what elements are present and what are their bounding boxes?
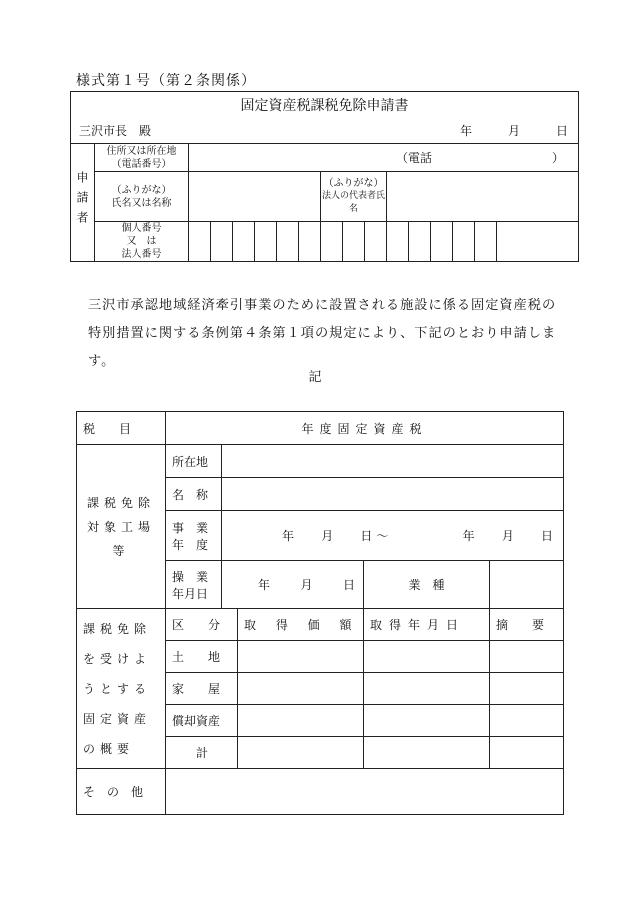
- phone-field: （電話 ）: [396, 151, 565, 165]
- project-start-year: 年: [282, 529, 295, 543]
- rep-field[interactable]: [387, 172, 579, 222]
- date-month-label: 月: [508, 123, 521, 138]
- id-label-1: 個人番号: [121, 223, 162, 234]
- total-value-field[interactable]: [238, 737, 364, 769]
- id-digit[interactable]: [431, 222, 453, 262]
- op-date-field[interactable]: [222, 561, 364, 609]
- asset-header-date: 取得年月日: [364, 609, 490, 641]
- asset-row-depreciable: 償却資産: [166, 705, 238, 737]
- project-label-1: 事 業: [172, 520, 209, 535]
- address-label: 住所又は所在地: [106, 145, 177, 157]
- applicant-section-label: 申請者: [71, 144, 95, 262]
- op-month: 月: [300, 578, 313, 592]
- project-label-2: 年 度: [172, 537, 209, 552]
- project-start-month: 月: [321, 529, 334, 543]
- facility-name-field[interactable]: [222, 478, 564, 511]
- tax-item-label: 税 目: [83, 421, 132, 436]
- document-title: 固定資産税課税免除申請書: [71, 92, 579, 118]
- ki-label: 記: [308, 370, 322, 385]
- asset-row-land: 土 地: [166, 641, 238, 673]
- location-label: 所在地: [166, 445, 222, 478]
- land-notes-field[interactable]: [490, 641, 564, 673]
- total-notes-field[interactable]: [490, 737, 564, 769]
- details-table: [76, 411, 564, 815]
- asset-row-total: 計: [166, 737, 238, 769]
- name-label: 氏名又は名称: [111, 197, 172, 209]
- id-digit[interactable]: [387, 222, 409, 262]
- name-furigana-label: （ふりがな）: [111, 184, 172, 196]
- project-period-field[interactable]: [222, 511, 564, 561]
- form-label: 様式第１号（第２条関係）: [76, 73, 256, 89]
- land-date-field[interactable]: [364, 641, 490, 673]
- op-year: 年: [258, 578, 271, 592]
- industry-field[interactable]: [490, 561, 564, 609]
- industry-label: 業 種: [364, 561, 490, 609]
- asset-header-category: 区 分: [166, 609, 238, 641]
- rep-furigana-label: （ふりがな）: [323, 178, 384, 189]
- location-field[interactable]: [222, 445, 564, 478]
- facility-name-label: 名 称: [166, 478, 222, 511]
- op-label-2: 年月日: [172, 586, 209, 601]
- depreciable-date-field[interactable]: [364, 705, 490, 737]
- other-label: そ の 他: [77, 769, 166, 815]
- phone-label: （電話番号）: [111, 158, 172, 170]
- tax-item-value: 年度固定資産税: [166, 412, 564, 445]
- id-label-3: 法人番号: [121, 249, 162, 260]
- asset-section-label: 課税免除を受けようとする固定資産の概要: [77, 609, 166, 769]
- id-label-2: 又 は: [126, 236, 157, 247]
- rep-label: 法人の代表者氏名: [321, 191, 385, 214]
- id-digit[interactable]: [255, 222, 277, 262]
- addressee: 三沢市長 殿: [79, 123, 152, 138]
- target-section-label: 課税免除対象工場等: [77, 445, 166, 609]
- id-digit[interactable]: [233, 222, 255, 262]
- asset-row-building: 家 屋: [166, 673, 238, 705]
- project-start-day: 日 ～: [360, 529, 389, 543]
- depreciable-value-field[interactable]: [238, 705, 364, 737]
- project-end-month: 月: [501, 529, 514, 543]
- date-day-label: 日: [556, 123, 569, 138]
- id-digit[interactable]: [365, 222, 387, 262]
- building-notes-field[interactable]: [490, 673, 564, 705]
- land-value-field[interactable]: [238, 641, 364, 673]
- op-day: 日: [342, 578, 355, 592]
- id-digit[interactable]: [277, 222, 299, 262]
- total-date-field[interactable]: [364, 737, 490, 769]
- id-digit[interactable]: [299, 222, 321, 262]
- asset-header-value: 取 得 価 額: [238, 609, 364, 641]
- id-digit[interactable]: [475, 222, 497, 262]
- date-year-label: 年: [460, 123, 473, 138]
- project-end-year: 年: [462, 529, 475, 543]
- id-digit[interactable]: [211, 222, 233, 262]
- building-date-field[interactable]: [364, 673, 490, 705]
- applicant-table: [70, 91, 579, 262]
- id-digit[interactable]: [343, 222, 365, 262]
- id-digit[interactable]: [321, 222, 343, 262]
- asset-header-notes: 摘 要: [490, 609, 564, 641]
- id-digit[interactable]: [409, 222, 431, 262]
- address-field[interactable]: [189, 144, 579, 172]
- body-text: 三沢市承認地域経済牽引事業のために設置される施設に係る固定資産税の特別措置に関する条例第４条第１項の規定により、下記のとおり申請します。: [88, 298, 557, 369]
- id-digit[interactable]: [189, 222, 211, 262]
- name-field[interactable]: [189, 172, 321, 222]
- depreciable-notes-field[interactable]: [490, 705, 564, 737]
- id-digit[interactable]: [453, 222, 475, 262]
- other-field[interactable]: [166, 769, 564, 815]
- project-end-day: 日: [541, 529, 554, 543]
- building-value-field[interactable]: [238, 673, 364, 705]
- op-label-1: 操 業: [172, 569, 209, 584]
- id-extra: [497, 222, 579, 262]
